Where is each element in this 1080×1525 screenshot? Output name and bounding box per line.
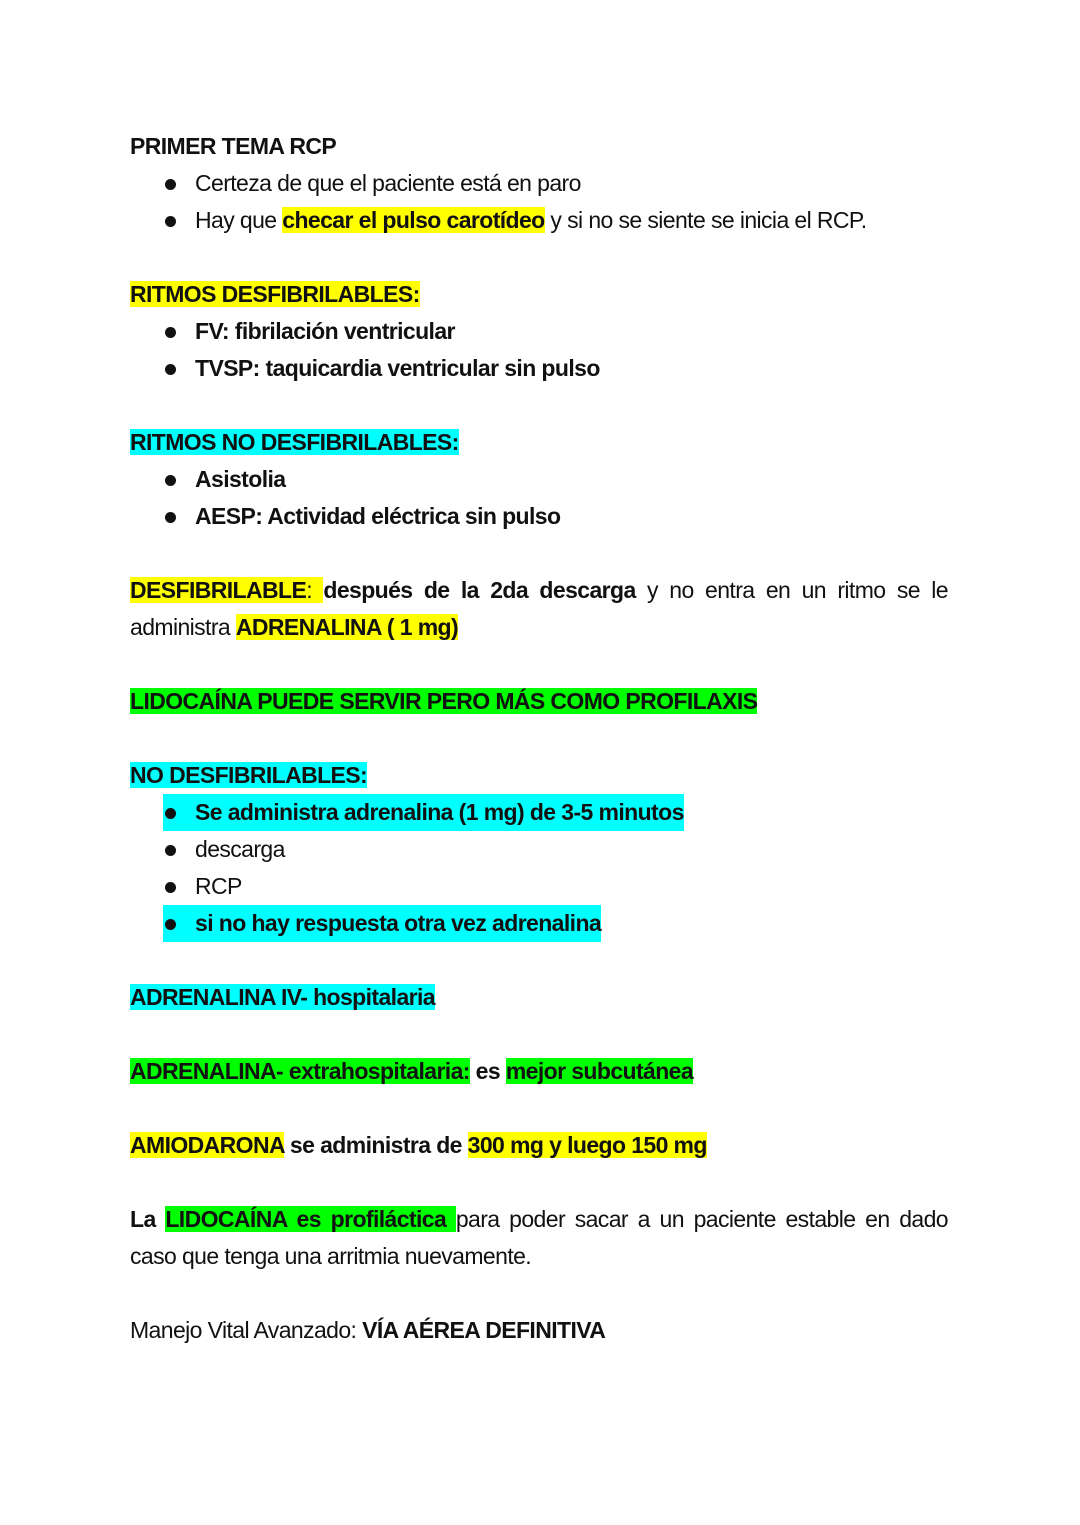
para-adrenalina-extrahospitalaria [130,1053,948,1090]
para-lidocaina-profilactica [130,1201,948,1275]
text-run: Se administra adrenalina (1 mg) de 3-5 minutos [195,799,684,825]
blank-line [130,1090,948,1127]
list-item [130,350,948,387]
bullet-icon [165,919,176,930]
list-item [130,794,684,831]
blank-line [130,239,948,276]
text-run: LIDOCAÍNA PUEDE SERVIR PERO MÁS COMO PROFILAXIS [130,688,758,714]
list-ritmos-no-desfibrilables [130,461,948,535]
list-item [130,313,948,350]
bullet-icon [165,364,176,375]
blank-line [130,942,948,979]
text-run: checar el pulso carotídeo [282,207,545,233]
text-run: DESFIBRILABLE [130,577,307,603]
text-run: Certeza de que el paciente está en paro [195,170,581,196]
text-run: AESP: Actividad eléctrica sin pulso [195,503,561,529]
text-run: La [130,1206,166,1232]
text-run: RCP [195,873,242,899]
heading-ritmos-desfibrilables [130,276,948,313]
list-no-desfibrilables [130,794,948,942]
text-run: NO DESFIBRILABLES: [130,762,368,788]
text-run: RITMOS DESFIBRILABLES: [130,281,420,307]
text-run: y si no se siente se inicia el RCP. [544,207,867,233]
list-item-text [195,318,455,344]
text-run: ADRENALINA ( 1 mg) [235,614,459,640]
list-ritmos-desfibrilables [130,313,948,387]
list-item-text [195,207,867,233]
list-rcp [130,165,948,239]
text-run: : [306,577,324,603]
text-run: descarga [195,836,285,862]
text-run: y no entra en un ritmo se le administra [130,577,948,640]
bullet-icon [165,882,176,893]
bullet-icon [165,808,176,819]
list-item-text [195,910,601,936]
text-run: después de la 2da descarga [323,577,636,603]
text-run: FV: fibrilación ventricular [195,318,455,344]
text-run: Manejo Vital Avanzado: [130,1317,363,1343]
list-item-text [195,503,560,529]
list-item [130,905,601,942]
text-run: es [469,1058,506,1084]
list-item-text [195,355,600,381]
heading-primer-tema-rcp [130,128,948,165]
list-item-text [195,466,285,492]
bullet-icon [165,512,176,523]
list-item [130,868,948,905]
list-item-text [195,836,285,862]
list-item [130,202,948,239]
text-run: si no hay respuesta otra vez adrenalina [195,910,602,936]
para-adrenalina-iv [130,979,948,1016]
list-item [130,165,948,202]
text-run: 300 mg y luego 150 mg [467,1132,707,1158]
blank-line [130,1164,948,1201]
list-item-text [195,873,242,899]
text-run: LIDOCAÍNA es profiláctica [165,1206,456,1232]
text-run: Asistolia [195,466,286,492]
para-desfibrilable [130,572,948,646]
text-run: Hay que [195,207,283,233]
heading-no-desfibrilables [130,757,948,794]
bullet-icon [165,475,176,486]
blank-line [130,1275,948,1312]
list-item [130,831,948,868]
heading-ritmos-no-desfibrilables [130,424,948,461]
text-run: AMIODARONA [130,1132,285,1158]
blank-line [130,387,948,424]
text-run: mejor subcutánea [505,1058,694,1084]
text-run: TVSP: taquicardia ventricular sin pulso [195,355,600,381]
list-item [130,498,948,535]
para-lidocaina-profilaxis [130,683,948,720]
text-run: ADRENALINA- extrahospitalaria: [130,1058,470,1084]
text-run: se administra de [284,1132,468,1158]
text-run: RITMOS NO DESFIBRILABLES: [130,429,459,455]
document-page [130,128,948,1349]
blank-line [130,1016,948,1053]
blank-line [130,720,948,757]
bullet-icon [165,216,176,227]
blank-line [130,646,948,683]
list-item-text [195,170,581,196]
bullet-icon [165,327,176,338]
text-run: para poder sacar a un paciente estable en dado caso que tenga una arritmia nuevamente. [130,1206,948,1269]
para-amiodarona [130,1127,948,1164]
blank-line [130,535,948,572]
bullet-icon [165,179,176,190]
text-run: ADRENALINA IV- hospitalaria [130,984,435,1010]
para-manejo-vital-avanzado [130,1312,948,1349]
text-run: VÍA AÉREA DEFINITIVA [362,1317,606,1343]
text-run: PRIMER TEMA RCP [130,133,337,159]
bullet-icon [165,845,176,856]
list-item [130,461,948,498]
list-item-text [195,799,684,825]
